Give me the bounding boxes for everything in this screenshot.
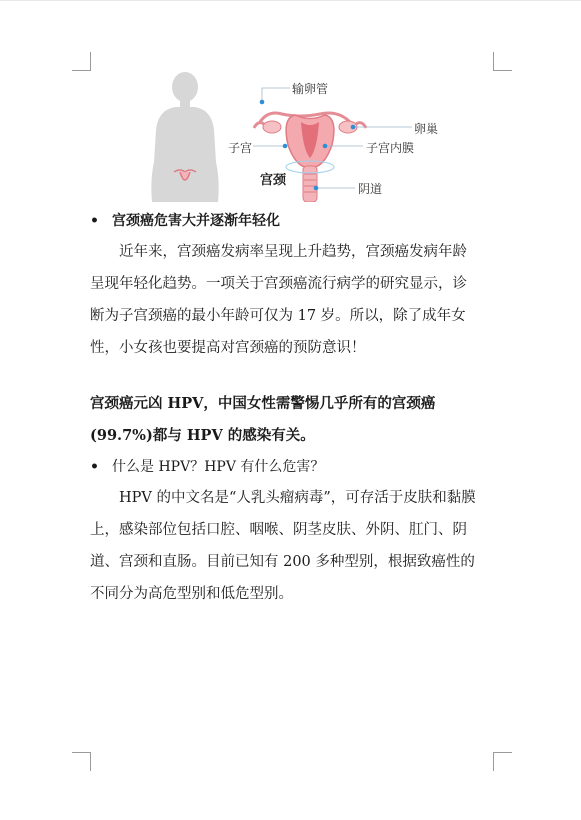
paragraph-line: (99.7%)都与 HPV 的感染有关。 — [90, 427, 315, 444]
crop-mark-top-right — [493, 52, 512, 71]
section3-heading: 什么是 HPV？HPV 有什么危害？ — [112, 459, 325, 475]
paragraph-line: 道、宫颈和直肠。目前已知有 200 多种型别，根据致癌性的 — [90, 554, 475, 570]
crop-mark-bottom-left — [72, 752, 91, 771]
paragraph-line: 不同分为高危型别和低危型别。 — [90, 586, 293, 602]
paragraph-line: 断为子宫颈癌的最小年龄可仅为 17 岁。所以，除了成年女 — [90, 308, 466, 324]
crop-mark-top-left — [72, 52, 91, 71]
paragraph-line: 宫颈癌元凶 HPV，中国女性需警惕几乎所有的宫颈癌 — [90, 395, 436, 412]
paragraph-line: 性，小女孩也要提高对宫颈癌的预防意识！ — [90, 340, 366, 356]
label-cervix: 宫颈 — [260, 173, 287, 188]
crop-mark-bottom-right — [493, 752, 512, 771]
uterus-organ — [254, 113, 366, 202]
section1-paragraph — [90, 236, 495, 364]
section3-bullet — [90, 452, 495, 482]
paragraph-line: HPV 的中文名是“人乳头瘤病毒”，可存活于皮肤和黏膜 — [119, 490, 476, 506]
label-ovary: 卵巢 — [414, 122, 439, 136]
document-body — [90, 206, 495, 610]
label-uterus: 子宫 — [228, 141, 253, 155]
label-vagina: 阴道 — [358, 182, 383, 196]
bullet-dot: • — [90, 213, 99, 229]
spacer — [90, 364, 495, 388]
uterus-illustration — [150, 70, 450, 202]
label-endometrium: 子宫内膜 — [366, 141, 415, 155]
bullet-dot: • — [90, 459, 99, 475]
paragraph-line: 近年来，宫颈癌发病率呈现上升趋势，宫颈癌发病年龄 — [119, 244, 467, 260]
section1-heading: 宫颈癌危害大并逐渐年轻化 — [112, 213, 280, 229]
page-top-edge — [0, 0, 581, 1]
section2-paragraph — [90, 388, 495, 452]
paragraph-line: 呈现年轻化趋势。一项关于宫颈癌流行病学的研究显示，诊 — [90, 276, 467, 292]
section3-paragraph — [90, 482, 495, 610]
label-fallopian-tube: 输卵管 — [292, 82, 329, 96]
female-silhouette — [151, 72, 218, 202]
section1-bullet — [90, 206, 495, 236]
paragraph-line: 上，感染部位包括口腔、咽喉、阴茎皮肤、外阴、肛门、阴 — [90, 522, 467, 538]
